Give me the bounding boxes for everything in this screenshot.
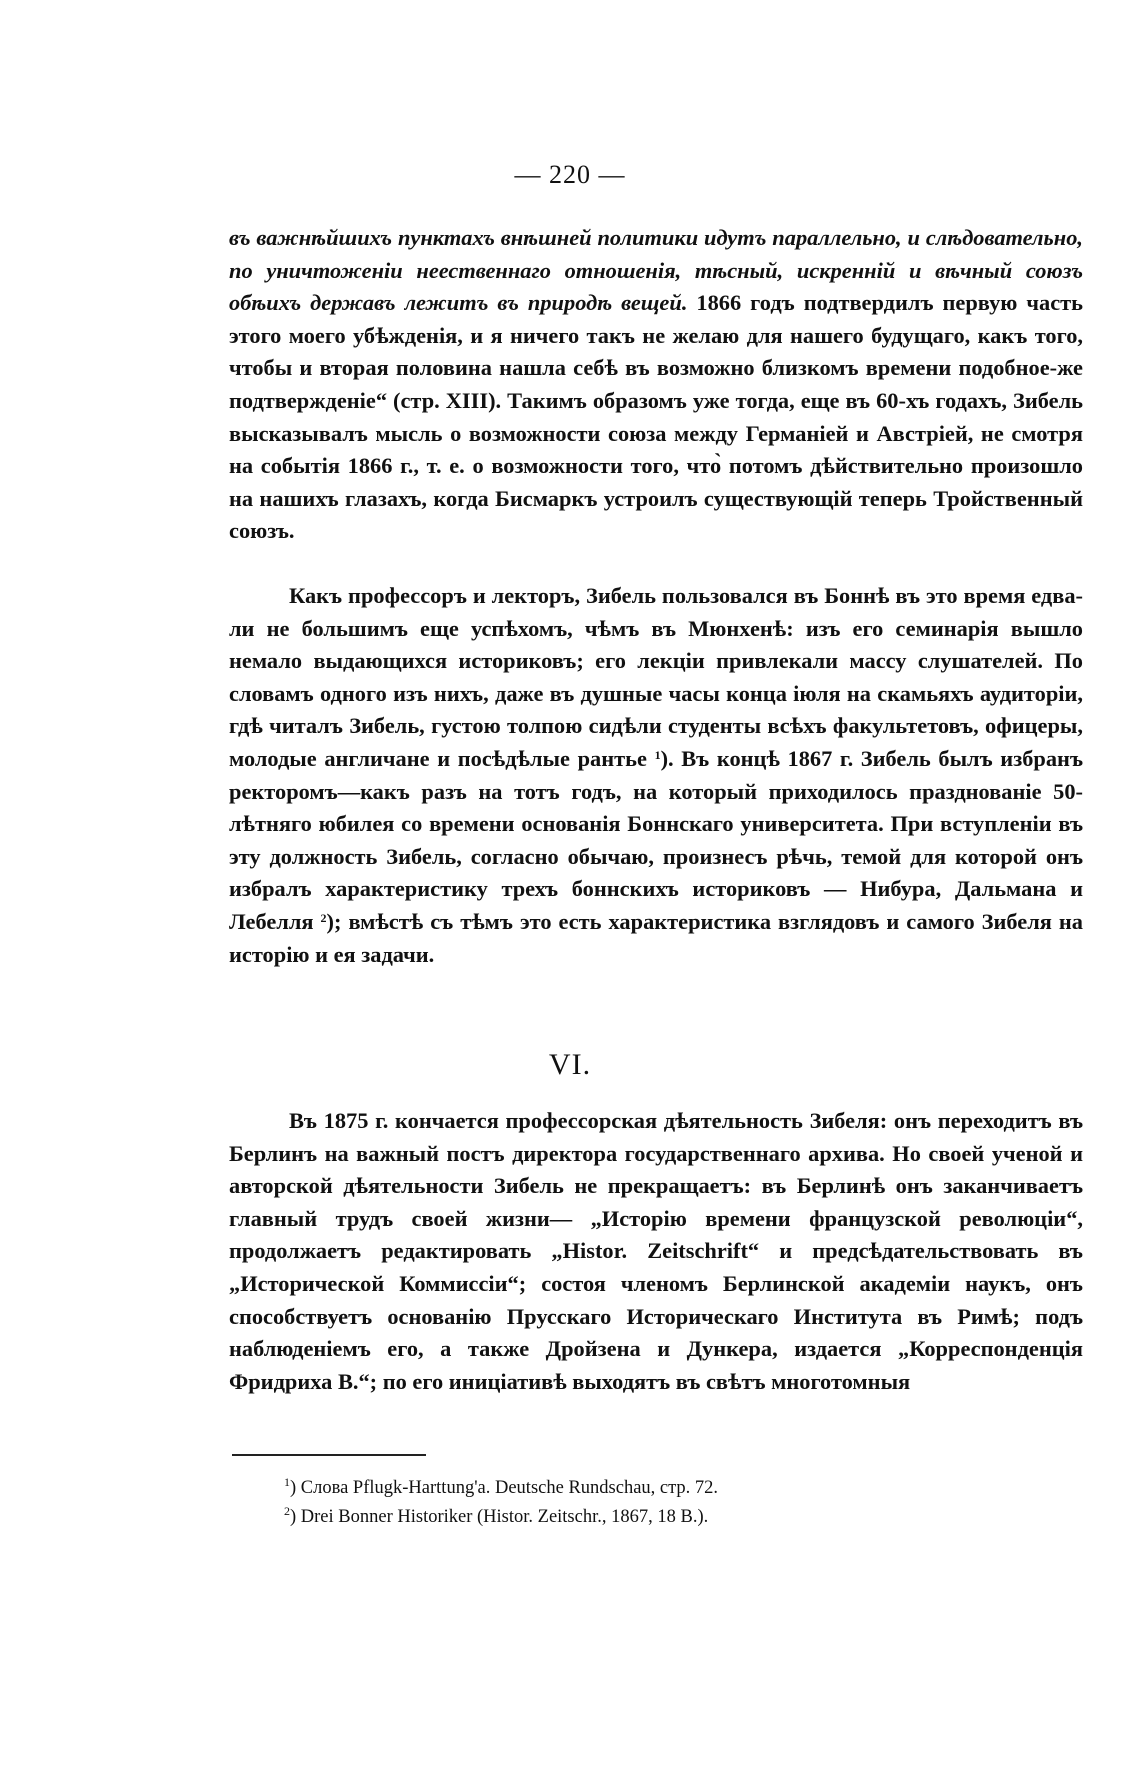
paragraph-text: Какъ профессоръ и лекторъ, Зибель пользовался въ Боннѣ въ это время едва-ли не большимъ еще успѣхомъ, чѣмъ въ Мюнхенѣ: изъ его семинарія вышло немало выдающихся историковъ; его лекціи привлекали массу слушателей. По словамъ одного изъ нихъ, даже въ душные часы конца іюля на скамьяхъ аудиторіи, гдѣ читалъ Зибель, густою толпою сидѣли студенты всѣхъ факультетовъ, офицеры, молодые англичане и посѣдѣлые рантье (229, 583, 1083, 771)
footnote-marker: 2 (284, 1504, 290, 1518)
paragraph-continuation (229, 222, 1083, 548)
paragraph-text: ). Въ концѣ 1867 г. Зибель былъ избранъ ректоромъ—какъ разъ на тотъ годъ, на который приходилось празднованіе 50-лѣтняго юбилея со времени основанія Боннскаго университета. При вступленіи въ эту должность Зибель, согласно обычаю, произнесъ рѣчь, темой для которой онъ избралъ характеристику трехъ боннскихъ историковъ — Нибура, Дальмана и Лебелля (229, 745, 1083, 934)
footnote-ref-2: 2 (320, 910, 327, 925)
section-heading: VI. (548, 1048, 592, 1081)
paragraph-text: 1866 годъ подтвердилъ первую часть этого моего убѣжденія, и я ничего такъ не желаю для нашего будущаго, какъ того, чтобы и вторая половина нашла себѣ въ возможно близкомъ времени подобное-же подтвержденіе“ (стр. XIII). Такимъ образомъ уже тогда, еще въ 60-хъ годахъ, Зибель высказывалъ мысль о возможности союза между Германіей и Австріей, не смотря на событія 1866 г., т. е. о возможности того, что̀ потомъ дѣйствительно произошло на нашихъ глазахъ, когда Бисмаркъ устроилъ существующій теперь Тройственный союзъ. (229, 290, 1083, 544)
paragraph-text: Въ 1875 г. кончается профессорская дѣятельность Зибеля: онъ переходитъ въ Берлинъ на важный постъ директора государственнаго архива. Но своей ученой и авторской дѣятельности Зибель не прекращаетъ: въ Берлинѣ онъ заканчиваетъ главный трудъ своей жизни— „Исторію времени французской революціи“, продолжаетъ редактировать „Histor. Zeitschrift“ и предсѣдательствовать въ „Исторической Коммиссіи“; состоя членомъ Берлинской академіи наукъ, онъ способствуетъ основанію Прусскаго Историческаго Института въ Римѣ; подъ наблюденіемъ его, а также Дройзена и Дункера, издается „Корреспонденція Фридриха В.“; по его иниціативѣ выходятъ въ свѣтъ многотомныя (229, 1108, 1083, 1394)
footnote-text: ) Drei Bonner Historiker (Histor. Zeitschr., 1867, 18 B.). (290, 1507, 709, 1527)
footnotes (284, 1474, 1044, 1532)
italic-quote-text: въ важнѣйшихъ пунктахъ внѣшней политики идутъ параллельно, и слѣдовательно, по уничтоженіи неественнаго отношенія, тѣсный, искренній и вѣчный союзъ обѣихъ державъ лежитъ въ природѣ вещей. (229, 225, 1083, 316)
footnote-ref-1: 1 (654, 747, 661, 762)
paragraph-text: ); вмѣстѣ съ тѣмъ это есть характеристика взглядовъ и самого Зибеля на исторію и ея задачи. (229, 908, 1083, 967)
footnote-2 (284, 1503, 1044, 1532)
page-number: — 220 — (514, 160, 626, 189)
footnote-text: ) Слова Pflugk-Harttung'a. Deutsche Rundschau, стр. 72. (290, 1478, 719, 1498)
paragraph-professor (229, 580, 1083, 971)
footnote-1 (284, 1474, 1044, 1503)
footnote-divider (232, 1454, 426, 1456)
footnote-marker: 1 (284, 1475, 290, 1489)
paragraph-berlin (229, 1105, 1083, 1398)
